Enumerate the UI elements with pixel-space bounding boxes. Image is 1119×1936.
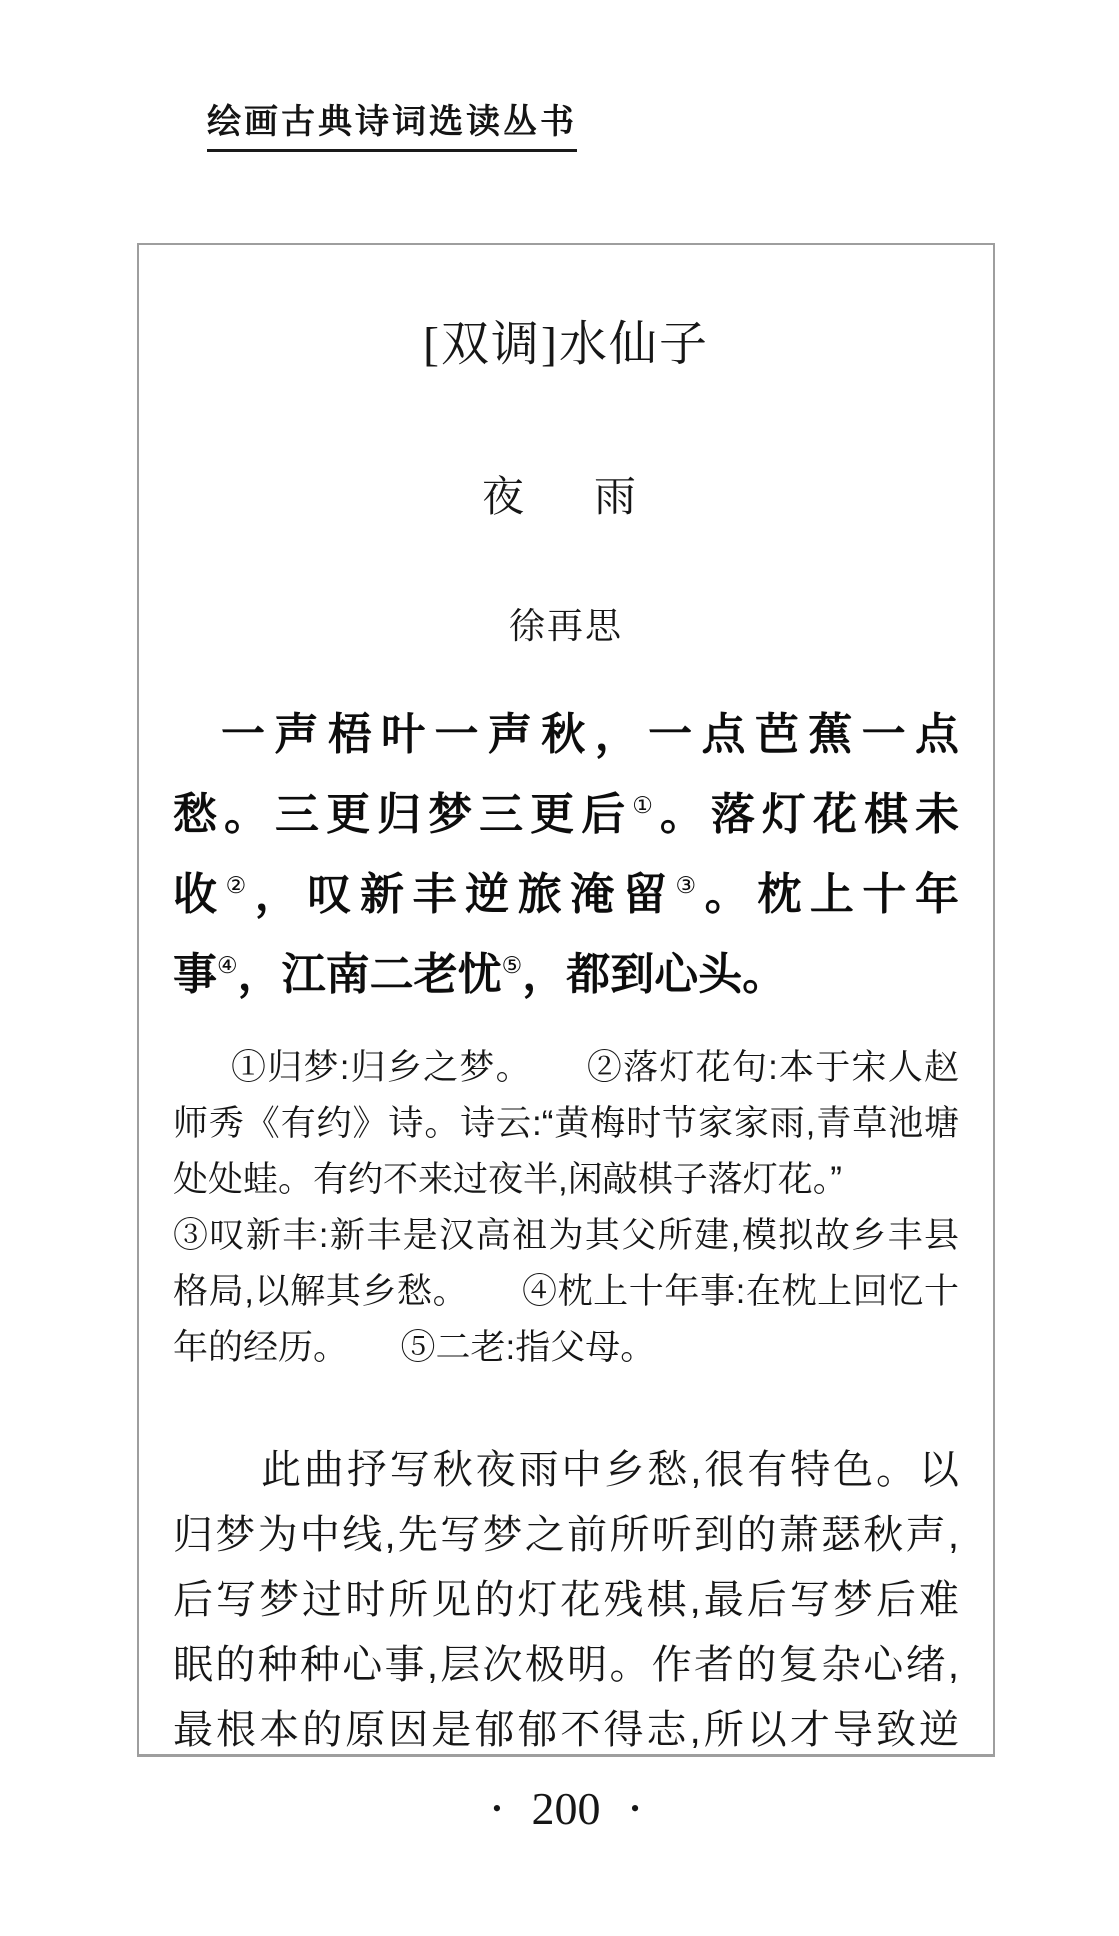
annotation-line: ③叹新丰:新丰是汉高祖为其父所建,模拟故乡丰县 — [173, 1216, 959, 1255]
commentary-line: 后写梦过时所见的灯花残棋,最后写梦后难 — [173, 1578, 959, 1622]
commentary-line: 归梦为中线,先写梦之前所听到的萧瑟秋声, — [173, 1513, 959, 1557]
commentary-section — [139, 1438, 993, 1757]
poem-author: 徐再思 — [508, 606, 623, 646]
poem-frame — [137, 243, 995, 1757]
poem-text: 。落灯花棋未 — [652, 790, 960, 839]
folio-bullet-left: • — [492, 1794, 502, 1823]
footnote-marker: ④ — [217, 953, 238, 978]
footnote-marker: ⑤ — [501, 953, 523, 978]
poem-text: ，江南二老忧 — [237, 950, 502, 999]
poem-text: 。枕上十年 — [696, 870, 960, 919]
poem-text: 事 — [173, 950, 217, 999]
annotation-line: ①归梦:归乡之梦。 ②落灯花句:本于宋人赵 — [231, 1048, 959, 1087]
poem-body — [139, 695, 993, 1015]
folio-bullet-right: • — [630, 1794, 640, 1823]
annotations-section — [139, 1040, 993, 1376]
poem-subtitle: 夜 雨 — [481, 475, 650, 521]
poem-line — [173, 695, 959, 775]
poem-line — [173, 935, 959, 1015]
commentary-line: 此曲抒写秋夜雨中乡愁,很有特色。以 — [261, 1448, 959, 1492]
page-number — [137, 1784, 995, 1834]
annotation-line: 处处蛙。有约不来过夜半,闲敲棋子落灯花。” — [173, 1160, 842, 1199]
poem-text: ，都到心头。 — [522, 950, 787, 999]
folio-number: 200 — [531, 1783, 601, 1834]
poem-line — [173, 855, 959, 935]
poem-text: ，叹新丰逆旅淹留 — [246, 870, 676, 919]
footnote-marker: ① — [632, 793, 653, 818]
commentary-line: 眠的种种心事,层次极明。作者的复杂心绪, — [173, 1643, 959, 1687]
annotation-line: 师秀《有约》诗。诗云:“黄梅时节家家雨,青草池塘 — [173, 1104, 959, 1143]
poem-line — [173, 775, 959, 855]
poem-text: 一声梧叶一声秋，一点芭蕉一点 — [221, 710, 959, 759]
annotation-line: 年的经历。 ⑤二老:指父母。 — [173, 1328, 656, 1367]
commentary-line: 最根本的原因是郁郁不得志,所以才导致逆 — [173, 1708, 959, 1752]
poem-tune-title: [双调]水仙子 — [423, 318, 709, 371]
series-title: 绘画古典诗词选读丛书 — [207, 106, 577, 152]
poem-text: 愁。三更归梦三更后 — [173, 790, 633, 839]
footnote-marker: ③ — [675, 873, 697, 898]
annotation-line: 格局,以解其乡愁。 ④枕上十年事:在枕上回忆十 — [173, 1272, 959, 1311]
footnote-marker: ② — [225, 873, 247, 898]
poem-text: 收 — [173, 870, 226, 919]
